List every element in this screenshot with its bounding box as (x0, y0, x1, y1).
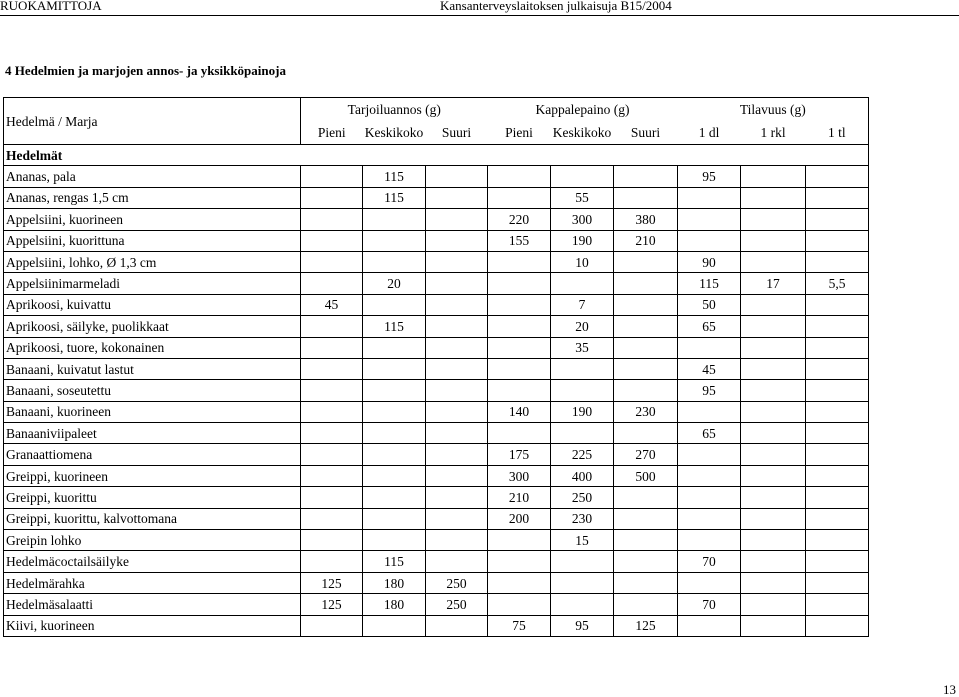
table-row (4, 465, 869, 486)
value-cell (301, 273, 363, 294)
value-cell (551, 551, 614, 572)
value-cell (614, 187, 678, 208)
value-cell (426, 209, 488, 230)
value-cell (426, 423, 488, 444)
value-cell (426, 444, 488, 465)
value-cell: 270 (614, 444, 678, 465)
value-cell (678, 572, 741, 593)
value-cell (741, 230, 806, 251)
value-cell (363, 380, 426, 401)
value-cell (488, 251, 551, 272)
value-cell (741, 294, 806, 315)
value-cell (806, 508, 869, 529)
value-cell (678, 465, 741, 486)
value-cell (488, 572, 551, 593)
table-row (4, 337, 869, 358)
value-cell: 115 (363, 316, 426, 337)
value-cell (551, 166, 614, 187)
value-cell (426, 551, 488, 572)
table-row (4, 187, 869, 208)
table-row (4, 444, 869, 465)
value-cell (301, 187, 363, 208)
value-cell (301, 465, 363, 486)
value-cell (678, 508, 741, 529)
value-cell: 70 (678, 551, 741, 572)
value-cell: 50 (678, 294, 741, 315)
value-cell (806, 166, 869, 187)
item-name: Banaani, kuorineen (4, 401, 301, 422)
value-cell (741, 530, 806, 551)
column-header: 1 dl (678, 121, 741, 145)
category-label: Hedelmät (4, 145, 869, 166)
value-cell (741, 187, 806, 208)
value-cell: 230 (614, 401, 678, 422)
item-name: Appelsiini, kuorittuna (4, 230, 301, 251)
value-cell (741, 615, 806, 636)
value-cell: 190 (551, 230, 614, 251)
value-cell: 20 (363, 273, 426, 294)
value-cell (301, 444, 363, 465)
section-title: 4 Hedelmien ja marjojen annos- ja yksikköpainoja (5, 63, 286, 78)
value-cell (551, 572, 614, 593)
value-cell (741, 401, 806, 422)
value-cell (678, 337, 741, 358)
value-cell (741, 166, 806, 187)
table-row (4, 166, 869, 187)
table-row (4, 423, 869, 444)
value-cell (426, 294, 488, 315)
value-cell (678, 187, 741, 208)
value-cell (806, 294, 869, 315)
value-cell (806, 572, 869, 593)
value-cell: 95 (678, 166, 741, 187)
value-cell (363, 294, 426, 315)
table-body (4, 145, 869, 637)
value-cell: 15 (551, 530, 614, 551)
value-cell (363, 487, 426, 508)
value-cell: 75 (488, 615, 551, 636)
value-cell (363, 337, 426, 358)
value-cell (678, 444, 741, 465)
value-cell: 180 (363, 572, 426, 593)
value-cell: 140 (488, 401, 551, 422)
item-name: Aprikoosi, tuore, kokonainen (4, 337, 301, 358)
value-cell (806, 230, 869, 251)
value-cell: 7 (551, 294, 614, 315)
item-name: Greippi, kuorineen (4, 465, 301, 486)
value-cell (301, 316, 363, 337)
value-cell (678, 230, 741, 251)
value-cell: 65 (678, 316, 741, 337)
value-cell: 230 (551, 508, 614, 529)
value-cell (426, 166, 488, 187)
value-cell: 250 (426, 572, 488, 593)
table-row (4, 209, 869, 230)
value-cell (551, 423, 614, 444)
value-cell (741, 209, 806, 230)
value-cell: 10 (551, 251, 614, 272)
name-column-header: Hedelmä / Marja (4, 98, 301, 145)
item-name: Kiivi, kuorineen (4, 615, 301, 636)
value-cell (614, 316, 678, 337)
item-name: Appelsiini, kuorineen (4, 209, 301, 230)
value-cell: 225 (551, 444, 614, 465)
value-cell (806, 465, 869, 486)
column-header: 1 tl (806, 121, 869, 145)
value-cell (488, 187, 551, 208)
value-cell (806, 337, 869, 358)
value-cell (741, 444, 806, 465)
value-cell (488, 294, 551, 315)
value-cell (806, 423, 869, 444)
table-row (4, 530, 869, 551)
value-cell: 250 (551, 487, 614, 508)
column-header: Keskikoko (551, 121, 614, 145)
column-header: Keskikoko (363, 121, 426, 145)
value-cell (741, 551, 806, 572)
value-cell: 210 (614, 230, 678, 251)
value-cell (741, 423, 806, 444)
value-cell (806, 615, 869, 636)
group-header-volume: Tilavuus (g) (739, 101, 806, 117)
value-cell (301, 615, 363, 636)
value-cell (806, 594, 869, 615)
value-cell (426, 508, 488, 529)
value-cell (806, 209, 869, 230)
table-row (4, 380, 869, 401)
value-cell (741, 465, 806, 486)
value-cell (301, 423, 363, 444)
value-cell: 55 (551, 187, 614, 208)
value-cell (806, 358, 869, 379)
value-cell (301, 380, 363, 401)
value-cell (806, 530, 869, 551)
value-cell (301, 508, 363, 529)
value-cell (614, 294, 678, 315)
value-cell (363, 444, 426, 465)
item-name: Hedelmärahka (4, 572, 301, 593)
value-cell (551, 273, 614, 294)
table-row (4, 615, 869, 636)
item-name: Ananas, pala (4, 166, 301, 187)
table-row (4, 551, 869, 572)
column-header: Pieni (301, 121, 363, 145)
value-cell (678, 615, 741, 636)
table-row (4, 358, 869, 379)
table-row (4, 230, 869, 251)
value-cell (426, 316, 488, 337)
value-cell (614, 551, 678, 572)
value-cell: 220 (488, 209, 551, 230)
item-name: Banaaniviipaleet (4, 423, 301, 444)
value-cell (426, 465, 488, 486)
item-name: Banaani, soseutettu (4, 380, 301, 401)
item-name: Appelsiinimarmeladi (4, 273, 301, 294)
running-header-title: RUOKAMITTOJA (0, 0, 102, 13)
item-name: Appelsiini, lohko, Ø 1,3 cm (4, 251, 301, 272)
value-cell (741, 337, 806, 358)
value-cell: 115 (363, 551, 426, 572)
group-header-piece-weight: Kappalepaino (g) (535, 101, 630, 117)
value-cell (741, 508, 806, 529)
value-cell (741, 572, 806, 593)
item-name: Granaattiomena (4, 444, 301, 465)
value-cell (488, 166, 551, 187)
item-name: Aprikoosi, säilyke, puolikkaat (4, 316, 301, 337)
value-cell: 95 (678, 380, 741, 401)
value-cell (806, 487, 869, 508)
value-cell (363, 251, 426, 272)
value-cell (426, 273, 488, 294)
value-cell (426, 401, 488, 422)
value-cell (741, 358, 806, 379)
value-cell: 380 (614, 209, 678, 230)
value-cell (741, 487, 806, 508)
item-name: Hedelmäcoctailsäilyke (4, 551, 301, 572)
item-name: Greipin lohko (4, 530, 301, 551)
value-cell: 180 (363, 594, 426, 615)
value-cell (614, 166, 678, 187)
value-cell: 35 (551, 337, 614, 358)
value-cell (301, 487, 363, 508)
value-cell: 250 (426, 594, 488, 615)
value-cell (614, 530, 678, 551)
value-cell (614, 508, 678, 529)
value-cell (488, 551, 551, 572)
value-cell (363, 530, 426, 551)
value-cell (301, 530, 363, 551)
table-row (4, 251, 869, 272)
value-cell: 400 (551, 465, 614, 486)
running-header-publication: Kansanterveyslaitoksen julkaisuja B15/2004 (440, 0, 672, 13)
value-cell (301, 337, 363, 358)
value-cell (806, 380, 869, 401)
value-cell (301, 401, 363, 422)
value-cell (678, 401, 741, 422)
value-cell (678, 209, 741, 230)
value-cell: 175 (488, 444, 551, 465)
value-cell: 45 (301, 294, 363, 315)
value-cell (301, 209, 363, 230)
table-header (4, 98, 869, 145)
value-cell (301, 358, 363, 379)
value-cell (363, 423, 426, 444)
value-cell (678, 530, 741, 551)
value-cell (363, 401, 426, 422)
table-row (4, 508, 869, 529)
value-cell (806, 187, 869, 208)
value-cell: 95 (551, 615, 614, 636)
value-cell (741, 316, 806, 337)
value-cell (806, 251, 869, 272)
value-cell (488, 423, 551, 444)
value-cell (426, 251, 488, 272)
value-cell (614, 273, 678, 294)
value-cell (614, 423, 678, 444)
value-cell: 500 (614, 465, 678, 486)
value-cell (614, 358, 678, 379)
item-name: Hedelmäsalaatti (4, 594, 301, 615)
value-cell: 155 (488, 230, 551, 251)
table-row (4, 294, 869, 315)
value-cell (363, 465, 426, 486)
value-cell: 125 (301, 572, 363, 593)
item-name: Ananas, rengas 1,5 cm (4, 187, 301, 208)
value-cell: 125 (614, 615, 678, 636)
table-row (4, 594, 869, 615)
item-name: Aprikoosi, kuivattu (4, 294, 301, 315)
value-cell: 200 (488, 508, 551, 529)
value-cell (614, 594, 678, 615)
value-cell: 115 (363, 187, 426, 208)
column-header: 1 rkl (741, 121, 806, 145)
value-cell (614, 337, 678, 358)
value-cell (488, 380, 551, 401)
value-cell: 90 (678, 251, 741, 272)
value-cell (806, 551, 869, 572)
value-cell (301, 251, 363, 272)
value-cell (678, 487, 741, 508)
value-cell (488, 358, 551, 379)
value-cell (741, 594, 806, 615)
value-cell: 5,5 (806, 273, 869, 294)
item-name: Greippi, kuorittu, kalvottomana (4, 508, 301, 529)
header-rule (0, 15, 959, 16)
value-cell (806, 316, 869, 337)
value-cell (741, 380, 806, 401)
portion-weights-table (3, 97, 869, 637)
value-cell (363, 230, 426, 251)
value-cell (806, 444, 869, 465)
value-cell (426, 380, 488, 401)
item-name: Banaani, kuivatut lastut (4, 358, 301, 379)
value-cell: 17 (741, 273, 806, 294)
value-cell (551, 380, 614, 401)
value-cell (488, 337, 551, 358)
table-row (4, 572, 869, 593)
value-cell (301, 230, 363, 251)
value-cell (426, 615, 488, 636)
value-cell: 115 (678, 273, 741, 294)
value-cell (363, 615, 426, 636)
item-name: Greippi, kuorittu (4, 487, 301, 508)
value-cell (301, 551, 363, 572)
value-cell: 65 (678, 423, 741, 444)
value-cell: 70 (678, 594, 741, 615)
value-cell (426, 358, 488, 379)
value-cell (614, 251, 678, 272)
value-cell: 115 (363, 166, 426, 187)
header-row-groups (4, 98, 869, 121)
value-cell (614, 487, 678, 508)
value-cell (363, 508, 426, 529)
table-row (4, 487, 869, 508)
value-cell (488, 273, 551, 294)
value-cell (488, 316, 551, 337)
value-cell (614, 572, 678, 593)
value-cell (741, 251, 806, 272)
value-cell (363, 209, 426, 230)
group-header-serving: Tarjoiluannos (g) (347, 101, 441, 117)
value-cell (614, 380, 678, 401)
category-row (4, 145, 869, 166)
value-cell (551, 594, 614, 615)
value-cell (426, 230, 488, 251)
table-row (4, 401, 869, 422)
value-cell (426, 187, 488, 208)
value-cell: 190 (551, 401, 614, 422)
value-cell: 125 (301, 594, 363, 615)
value-cell (488, 530, 551, 551)
table-row (4, 273, 869, 294)
value-cell (426, 487, 488, 508)
value-cell: 300 (488, 465, 551, 486)
value-cell (551, 358, 614, 379)
table-row (4, 316, 869, 337)
column-header: Suuri (614, 121, 678, 145)
value-cell (426, 337, 488, 358)
value-cell: 45 (678, 358, 741, 379)
value-cell (488, 594, 551, 615)
value-cell (426, 530, 488, 551)
column-header: Suuri (426, 121, 488, 145)
value-cell: 210 (488, 487, 551, 508)
value-cell: 20 (551, 316, 614, 337)
column-header: Pieni (488, 121, 551, 145)
value-cell (363, 358, 426, 379)
value-cell: 300 (551, 209, 614, 230)
value-cell (806, 401, 869, 422)
value-cell (301, 166, 363, 187)
page-number: 13 (943, 682, 956, 697)
